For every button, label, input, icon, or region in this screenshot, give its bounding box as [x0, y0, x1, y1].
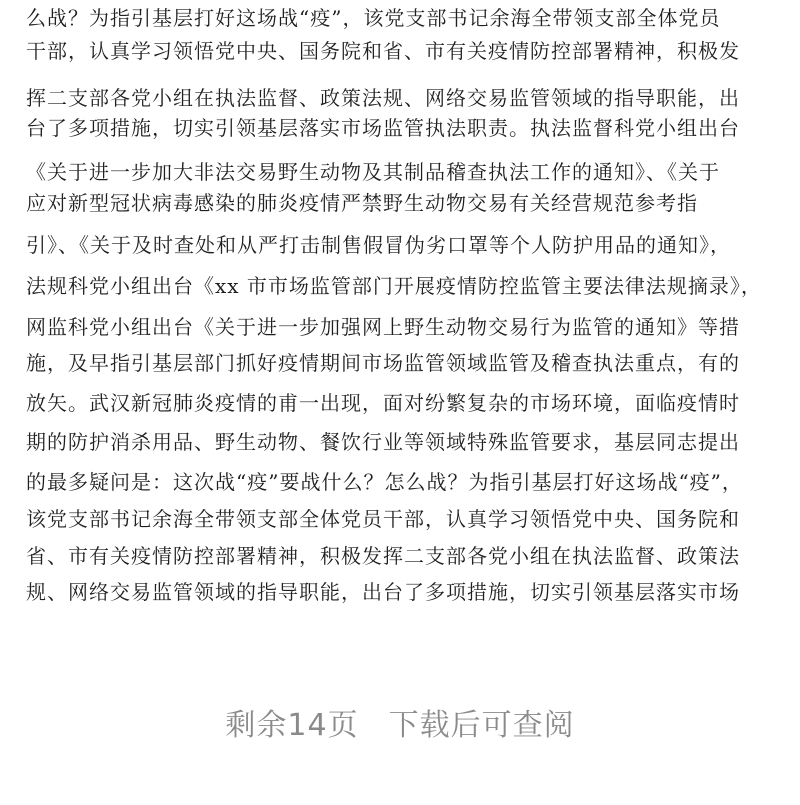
remaining-pages-banner[interactable]	[0, 704, 800, 748]
paragraph-line: 台了多项措施，切实引领基层落实市场监管执法职责。执法监督科党小组出台	[26, 116, 740, 140]
paragraph-line: 引》、《关于及时查处和从严打击制售假冒伪劣口罩等个人防护用品的通知》，	[26, 233, 731, 257]
paragraph-line: 法规科党小组出台《xx 市市场监管部门开展疫情防控监管主要法律法规摘录》，	[26, 274, 762, 298]
paragraph-line: 干部，认真学习领悟党中央、国务院和省、市有关疫情防控部署精神，积极发	[26, 39, 740, 63]
paragraph-line: 应对新型冠状病毒感染的肺炎疫情严禁野生动物交易有关经营规范参考指	[26, 191, 698, 215]
paragraph-line: 规、网络交易监管领域的指导职能，出台了多项措施，切实引领基层落实市场	[26, 580, 740, 604]
paragraph-line: 挥二支部各党小组在执法监督、政策法规、网络交易监管领域的指导职能，出	[26, 86, 740, 110]
paragraph-line: 该党支部书记余海全带领支部全体党员干部，认真学习领悟党中央、国务院和	[26, 507, 740, 531]
paragraph-line: 《关于进一步加大非法交易野生动物及其制品稽查执法工作的通知》、《关于	[26, 160, 720, 184]
download-hint: 下载后可查阅	[388, 708, 575, 743]
remaining-pages-count: 剩余14页	[225, 708, 359, 743]
paragraph-line: 网监科党小组出台《关于进一步加强网上野生动物交易行为监管的通知》等措	[26, 315, 740, 339]
paragraph-line: 放矢。武汉新冠肺炎疫情的甫一出现，面对纷繁复杂的市场环境，面临疫情时	[26, 391, 740, 415]
paragraph-line: 的最多疑问是：这次战“疫”要战什么？怎么战？为指引基层打好这场战“疫”，	[26, 470, 743, 494]
paragraph-line: 省、市有关疫情防控部署精神，积极发挥二支部各党小组在执法监督、政策法	[26, 544, 740, 568]
paragraph-line: 期的防护消杀用品、野生动物、餐饮行业等领域特殊监管要求，基层同志提出	[26, 430, 740, 454]
paragraph-line: 么战？为指引基层打好这场战“疫”，该党支部书记余海全带领支部全体党员	[26, 6, 721, 30]
paragraph-line: 施，及早指引基层部门抓好疫情期间市场监管领域监管及稽查执法重点，有的	[26, 351, 740, 375]
